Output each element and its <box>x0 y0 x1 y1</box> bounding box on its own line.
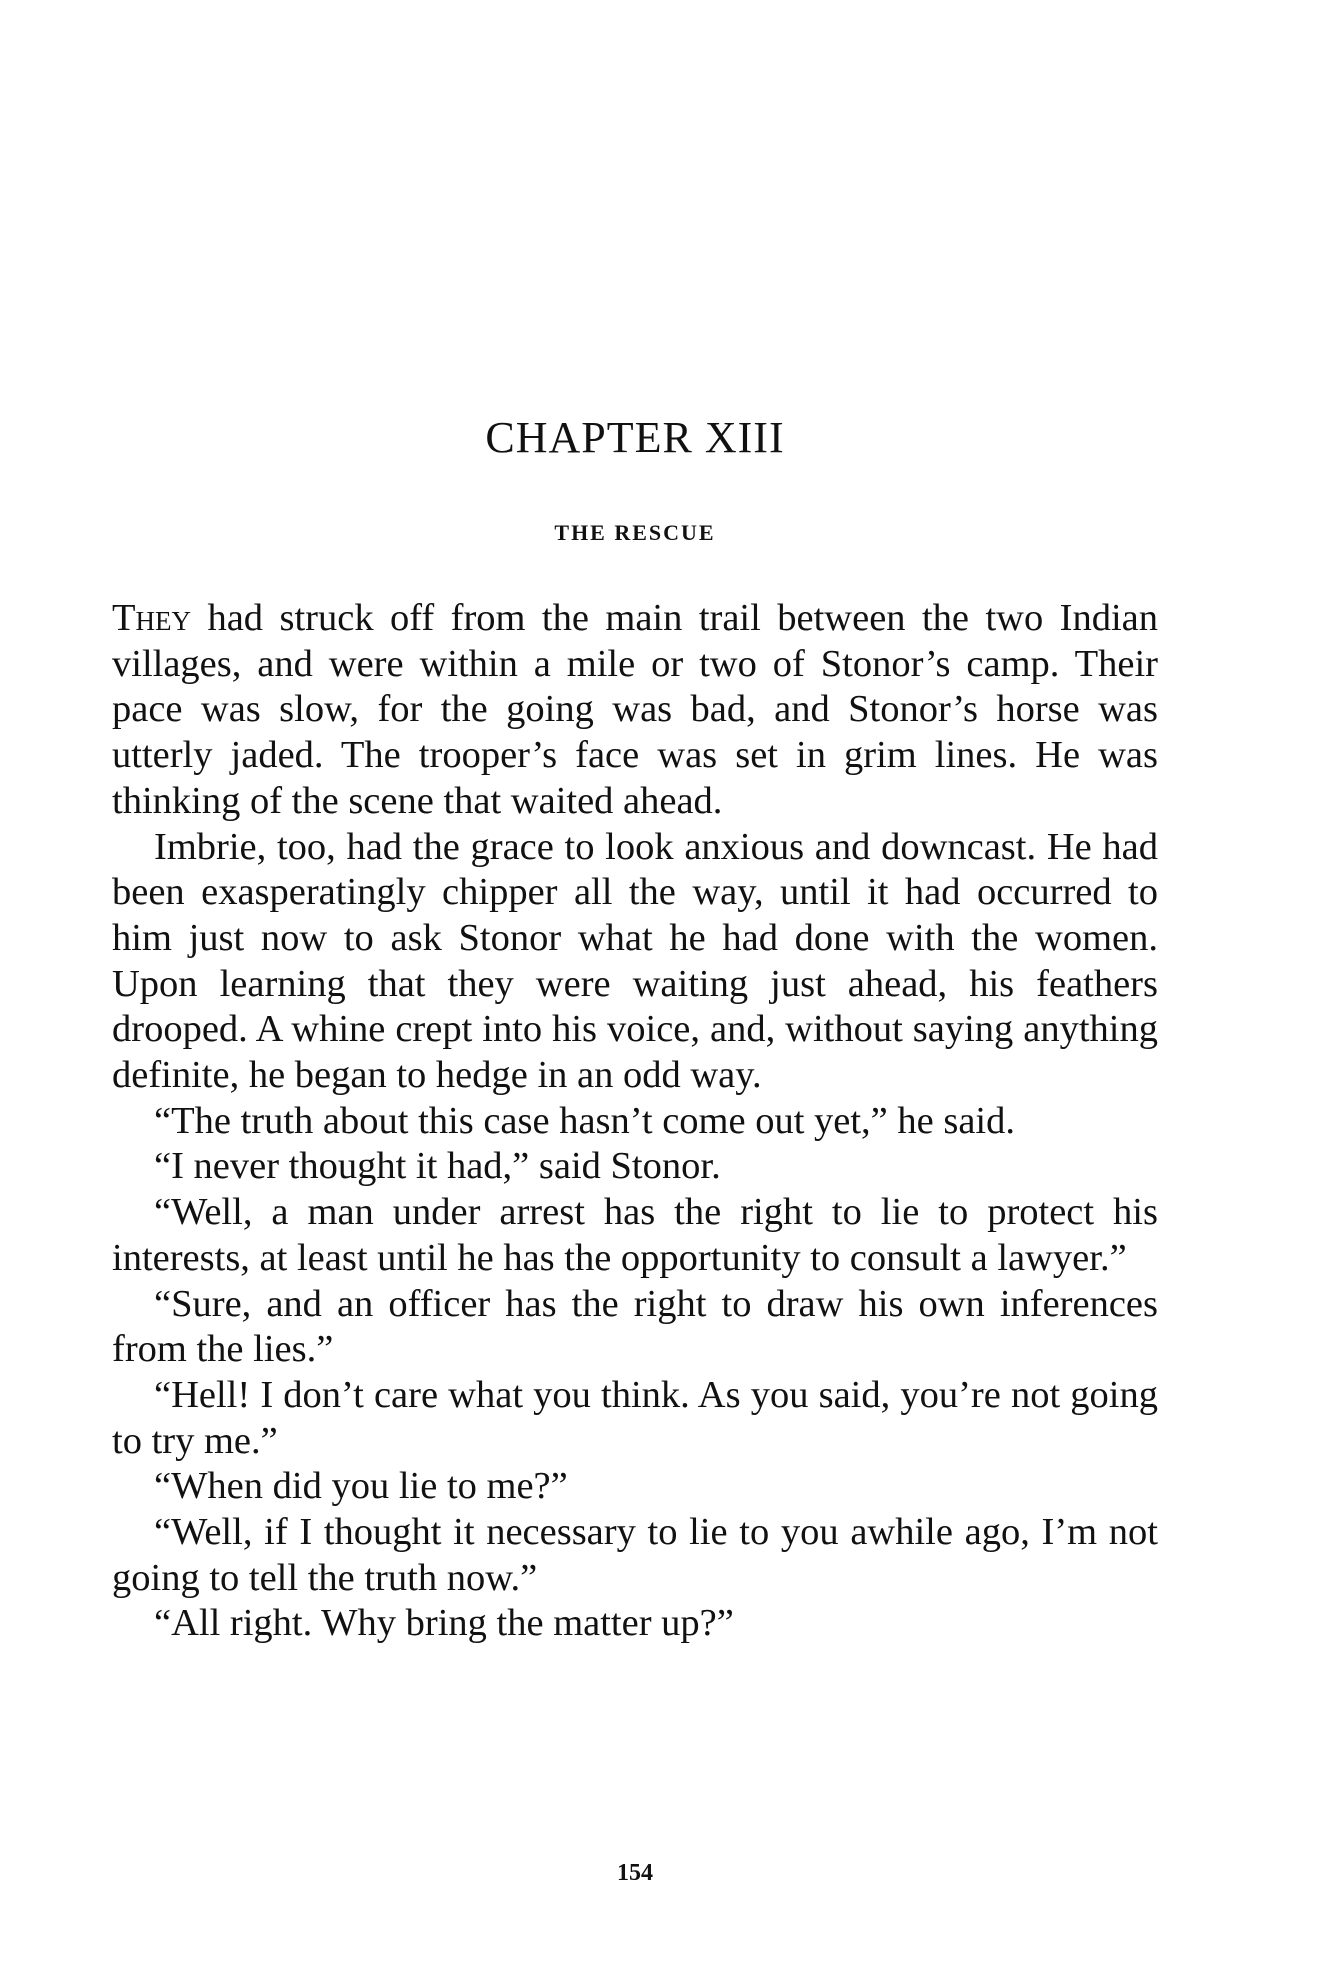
paragraph-lead-word: They <box>112 597 192 639</box>
chapter-title: CHAPTER XIII <box>485 413 785 462</box>
book-page <box>112 0 1158 1967</box>
page-number: 154 <box>617 1860 653 1886</box>
paragraph: “Well, a man under arrest has the right to lie to protect his interests, at least until he has the opportunity to consult a lawyer.” <box>112 1191 1158 1279</box>
paragraph: “Well, if I thought it necessary to lie to you awhile ago, I’m not going to tell the truth now.” <box>112 1511 1158 1599</box>
paragraph: “The truth about this case hasn’t come out yet,” he said. <box>154 1099 1016 1142</box>
chapter-subtitle: THE RESCUE <box>554 520 716 545</box>
paragraph: Imbrie, too, had the grace to look anxious and downcast. He had been exasperatingly chipper all the way, until it had occurred to him just now to ask Stonor what he had done with the women. Upon learning that they were waiting just ahead, his feathers drooped. A whine crept into his voice, and, without saying anything definite, he began to hedge in an odd way. <box>112 825 1158 1097</box>
paragraph-text: had struck off from the main trail between the two Indian villages, and were within a mile or two of Stonor’s camp. Their pace was slow, for the going was bad, and Stonor’s horse was utterly jaded. The trooper’s face was set in grim lines. He was thinking of the scene that waited ahead. <box>112 597 1158 822</box>
body-text <box>112 596 1158 1647</box>
paragraph: “I never thought it had,” said Stonor. <box>154 1145 721 1188</box>
paragraph: “Hell! I don’t care what you think. As you said, you’re not going to try me.” <box>112 1373 1158 1462</box>
paragraph: “When did you lie to me?” <box>154 1465 568 1508</box>
paragraph <box>112 596 1158 825</box>
paragraph: “Sure, and an officer has the right to draw his own inferences from the lies.” <box>112 1282 1158 1371</box>
paragraph: “All right. Why bring the matter up?” <box>154 1602 734 1645</box>
